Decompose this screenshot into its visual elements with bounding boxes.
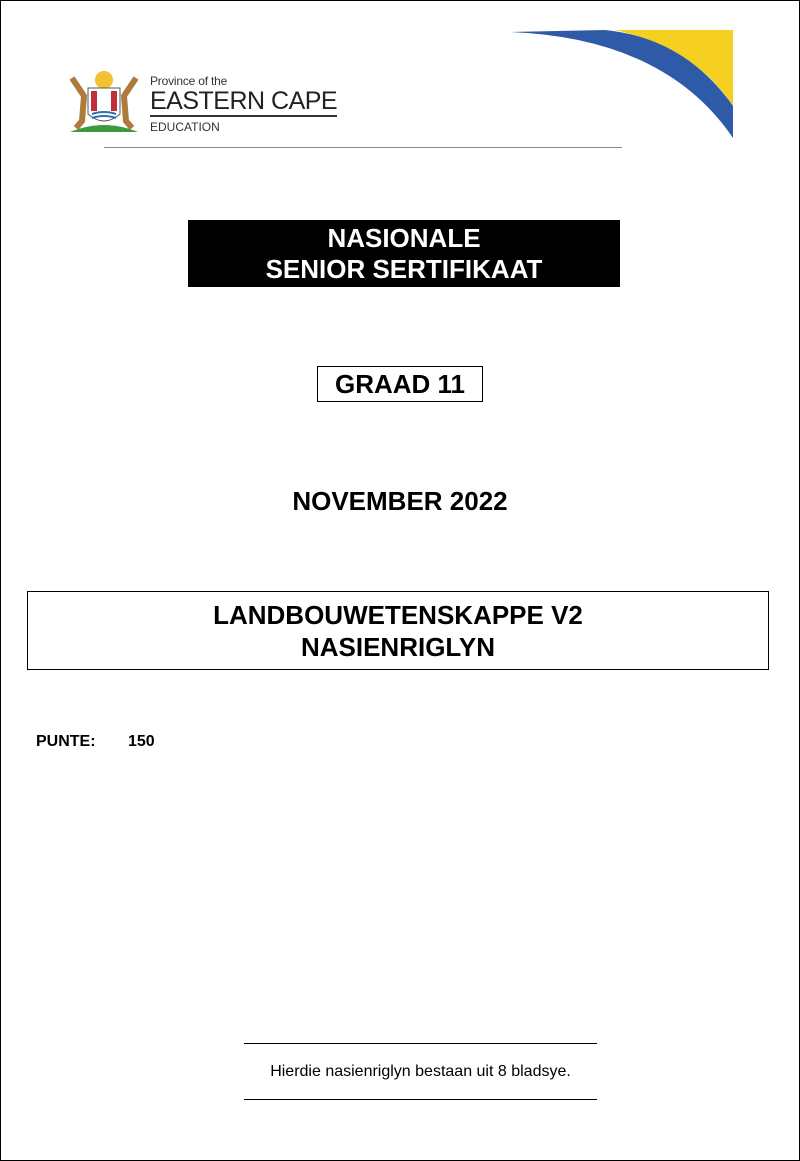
certificate-title-line1: NASIONALE <box>327 223 481 253</box>
certificate-title <box>188 220 620 287</box>
marks <box>36 733 155 751</box>
exam-date: NOVEMBER 2022 <box>292 486 508 516</box>
subject-title: LANDBOUWETENSKAPPE V2 <box>213 600 583 630</box>
grade-label: GRAAD 11 <box>317 366 483 402</box>
department-logo-text <box>150 74 337 134</box>
province-name: EASTERN CAPE <box>150 87 338 115</box>
document-type: NASIENRIGLYN <box>300 632 496 662</box>
marks-label: PUNTE: <box>36 733 96 750</box>
swoosh-decoration <box>505 28 737 140</box>
certificate-title-line2: SENIOR SERTIFIKAAT <box>265 254 543 284</box>
department-name: EDUCATION <box>150 120 220 134</box>
province-prefix: Province of the <box>150 74 228 88</box>
header-divider <box>104 147 622 148</box>
subject-box <box>27 591 769 670</box>
page-count-note: Hierdie nasienriglyn bestaan uit 8 bladsye. <box>244 1043 597 1100</box>
coat-of-arms-logo <box>62 66 146 136</box>
marks-value: 150 <box>128 733 155 750</box>
